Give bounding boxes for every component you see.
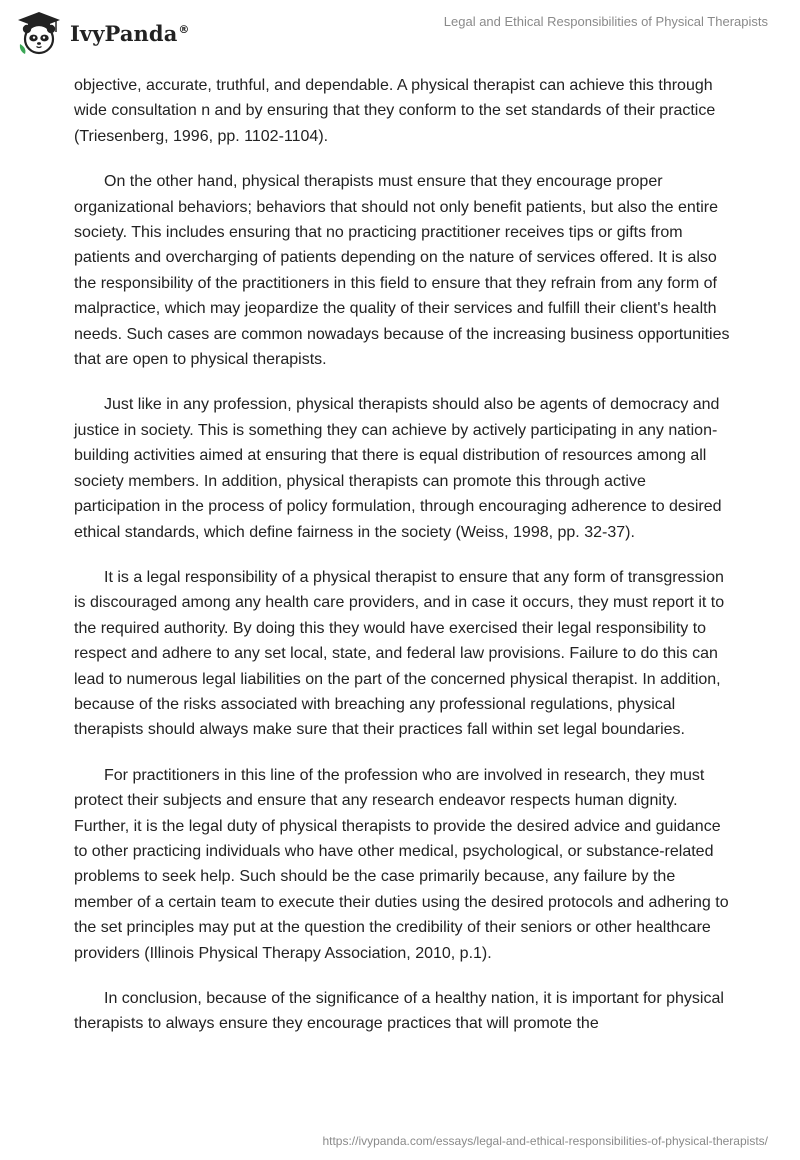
paragraph-continued: objective, accurate, truthful, and dependable. A physical therapist can achieve this through wide consultation n and by ensuring that they conform to the set standards of their practice (Triesenberg, 1996, pp. 1102-1104). [74, 77, 716, 145]
source-url-link[interactable]: https://ivypanda.com/essays/legal-and-ethical-responsibilities-of-physical-therapists/ [322, 1134, 768, 1148]
paragraph: It is a legal responsibility of a physical therapist to ensure that any form of transgression is discouraged among any health care providers, and in case it occurs, they must report it to the required authority. By doing this they would have exercised their legal responsibility to respect and adhere to any set local, state, and federal law provisions. Failure to do this can lead to numerous legal liabilities on the part of the concerned physical therapist. In addition, because of the risks associated with breaching any professional regulations, physical therapists should always make sure that their practices fall within set legal boundaries. [74, 568, 725, 739]
paragraph: On the other hand, physical therapists must ensure that they encourage proper organizational behaviors; behaviors that should not only benefit patients, but also the entire society. This includes ensuring that no practicing practitioner receives tips or gifts from patients and overcharging of patients depending on the nature of services offered. It is also the responsibility of the practitioners in this field to ensure that they refrain from any form of malpractice, which may jeopardize the quality of their services and fulfill their client's health needs. Such cases are common nowadays because of the increasing business opportunities that are open to physical therapists. [74, 173, 730, 369]
registered-mark: ® [178, 22, 190, 36]
essay-body [74, 73, 734, 1057]
document-title: Legal and Ethical Responsibilities of Physical Therapists [443, 14, 768, 29]
brand-name: IvyPanda® [70, 20, 190, 46]
paragraph: For practitioners in this line of the profession who are involved in research, they must protect their subjects and ensure that any research endeavor respects human dignity. Further, it is the legal duty of physical therapists to provide the desired advice and guidance to other practicing individuals who have other medical, psychological, or substance-related problems to seek help. Such should be the case primarily because, any failure by the member of a certain team to execute their duties using the desired protocols and adhering to the set principles may put at the question the credibility of their seniors or other healthcare providers (Illinois Physical Therapy Association, 2010, p.1). [74, 766, 729, 962]
ivypanda-logo[interactable] [16, 10, 190, 56]
paragraph: In conclusion, because of the significance of a healthy nation, it is important for physical therapists to always ensure they encourage practices that will promote the [74, 990, 724, 1033]
panda-graduate-icon [16, 10, 62, 56]
paragraph: Just like in any profession, physical therapists should also be agents of democracy and justice in society. This is something they can achieve by actively participating in any nation-building activities aimed at ensuring that there is equal distribution of resources among all society members. In addition, physical therapists can promote this through active participation in the process of policy formulation, through encouraging adherence to desired ethical standards, which define fairness in the society (Weiss, 1998, pp. 32-37). [74, 396, 722, 541]
page-header [0, 0, 800, 64]
